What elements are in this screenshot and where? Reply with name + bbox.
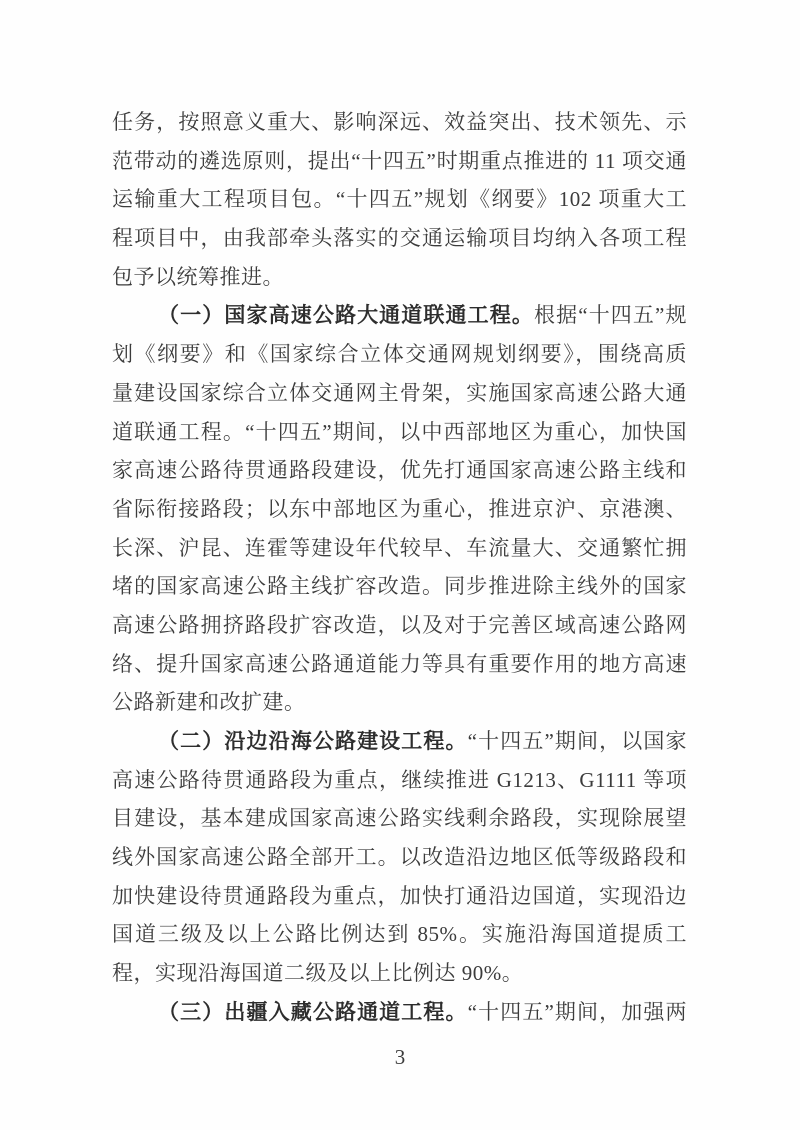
body-text: 运输重大工程项目包。“十四五”规划《纲要》102 项重大工 (112, 187, 687, 212)
text-line (112, 142, 687, 181)
body-text: 程，实现沿海国道二级及以上比例达 90%。 (112, 961, 524, 986)
text-line (112, 258, 687, 297)
body-text: 范带动的遴选原则，提出“十四五”时期重点推进的 11 项交通 (112, 148, 687, 173)
section-heading-text: （三）出疆入藏公路通道工程。 (158, 999, 468, 1024)
body-text: 道联通工程。“十四五”期间，以中西部地区为重心，加快国 (112, 419, 687, 444)
body-text: 加快建设待贯通路段为重点，加快打通沿边国道，实现沿边 (112, 883, 687, 908)
text-line (112, 413, 687, 452)
text-line (112, 838, 687, 877)
section-heading-text: （一）国家高速公路大通道联通工程。 (158, 303, 535, 328)
body-text: 堵的国家高速公路主线扩容改造。同步推进除主线外的国家 (112, 574, 687, 599)
text-line (112, 529, 687, 568)
text-line (112, 683, 687, 722)
body-text: 长深、沪昆、连霍等建设年代较早、车流量大、交通繁忙拥 (112, 535, 687, 560)
text-line (112, 103, 687, 142)
body-text: 线外国家高速公路全部开工。以改造沿边地区低等级路段和 (112, 845, 687, 870)
body-text: 包予以统筹推进。 (112, 264, 284, 289)
body-text: 任务，按照意义重大、影响深远、效益突出、技术领先、示 (112, 110, 687, 134)
text-line (112, 451, 687, 490)
body-text: 省际衔接路段；以东中部地区为重心，推进京沪、京港澳、 (112, 496, 687, 521)
text-line (112, 761, 687, 800)
section-heading-text: （二）沿边沿海公路建设工程。 (158, 729, 468, 753)
text-line (112, 722, 687, 761)
body-text: 程项目中，由我部牵头落实的交通运输项目均纳入各项工程 (112, 226, 687, 251)
text-line (112, 606, 687, 645)
text-line (112, 296, 687, 335)
body-text: “十四五”期间，加强两 (467, 999, 687, 1024)
body-text: 络、提升国家高速公路通道能力等具有重要作用的地方高速 (112, 651, 687, 676)
body-text: 公路新建和改扩建。 (112, 690, 306, 715)
text-line (112, 877, 687, 916)
text-line (112, 180, 687, 219)
body-text: 高速公路待贯通路段为重点，继续推进 G1213、G1111 等项 (112, 767, 687, 792)
text-line (112, 490, 687, 529)
text-line (112, 335, 687, 374)
document-body (112, 103, 687, 1032)
text-line (112, 645, 687, 684)
body-text: 高速公路拥挤路段扩容改造，以及对于完善区域高速公路网 (112, 612, 687, 637)
body-text: 根据“十四五”规 (534, 303, 687, 328)
body-text: 量建设国家综合立体交通网主骨架，实施国家高速公路大通 (112, 380, 687, 405)
text-line (112, 915, 687, 954)
body-text: “十四五”期间，以国家 (467, 729, 687, 753)
page-number: 3 (394, 1045, 406, 1069)
text-line (112, 567, 687, 606)
text-line (112, 374, 687, 413)
text-line (112, 219, 687, 258)
text-line (112, 799, 687, 838)
body-text: 家高速公路待贯通路段建设，优先打通国家高速公路主线和 (112, 458, 687, 483)
text-line (112, 954, 687, 993)
body-text: 目建设，基本建成国家高速公路实线剩余路段，实现除展望 (112, 806, 687, 831)
body-text: 国道三级及以上公路比例达到 85%。实施沿海国道提质工 (112, 922, 687, 947)
text-line (112, 993, 687, 1032)
body-text: 划《纲要》和《国家综合立体交通网规划纲要》，围绕高质 (112, 342, 687, 367)
